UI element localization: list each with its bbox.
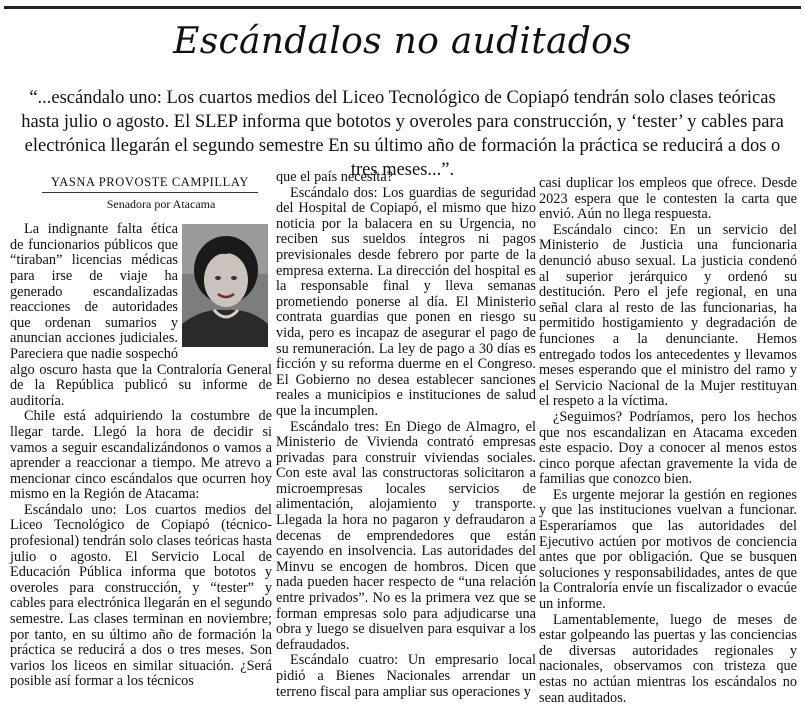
- headline: Escándalos no auditados: [173, 21, 632, 62]
- column-2: [276, 170, 536, 700]
- paragraph: [10, 222, 272, 409]
- column-3: [539, 176, 797, 706]
- portrait-illustration: [182, 224, 268, 347]
- column-1: [10, 175, 272, 690]
- paragraph-text: La indignante falta ética de funcionarios públicos que “tiraban” licencias médicas para irse de viaje ha generado escandalizadas reacciones de autoridades que ordenan sumarios y anuncian acciones judiciales. Pareciera que nadie sospechó algo oscuro hasta que la Contraloría General de la República publicó su informe de auditoría.: [10, 221, 272, 409]
- paragraph: Escándalo dos: Los guardias de seguridad del Hospital de Copiapó, el mismo que hizo noticia por la balacera en su Urgencia, no reciben sus sueldos íntegros ni pagos previsionales desde febrero por parte de la empresa externa. La dirección del hospital es la responsable final y lleva semanas prometiendo ponerse al día. El Ministerio contrata guardias que ponen en riesgo su vida, pero es incapaz de asegurar el pago de su remuneración. La ley de pago a 30 días es ficción y su reforma duerme en el Congreso. El Gobierno no desea establecer sanciones reales a municipios e instituciones de salud que la incumplen.: [276, 184, 536, 419]
- paragraph: Es urgente mejorar la gestión en regiones y que las instituciones vuelvan a funcionar. Esperaríamos que las autoridades del Ejecutivo actúen por motivos de conciencia antes que por obligación. Que se busquen soluciones y responsabilidades, antes de que la Contraloría envíe un fiscalizador o evacúe un informe.: [539, 486, 797, 613]
- top-rule: [4, 6, 801, 9]
- paragraph: Escándalo tres: En Diego de Almagro, el Ministerio de Vivienda contrató empresas privadas para construir viviendas sociales. Con este aval las constructoras solicitaron a microempresas locales servicios de alimentación, alojamiento y transporte. Llegada la hora no pagaron y defraudaron a decenas de emprendedores que están cayendo en insolvencia. Las autoridades del Minvu se encogen de hombros. Dicen que nada pueden hacer respecto de “una relación entre privados”. No es la primera vez que se forman empresas solo para adjudicarse una obra y luego se disuelven para esquivar a los defraudados.: [276, 418, 536, 653]
- author-name: YASNA PROVOSTE CAMPILLAY: [42, 175, 258, 193]
- paragraph: Escándalo cuatro: Un empresario local pidió a Bienes Nacionales arrendar un terreno fiscal para ampliar sus operaciones y: [276, 652, 536, 700]
- paragraph: ¿Seguimos? Podríamos, pero los hechos que nos escandalizan en Atacama exceden este espacio. Doy a conocer al menos estos cinco porque afectan gravemente la vida de familias que conozco bien.: [539, 408, 797, 488]
- paragraph: casi duplicar los empleos que ofrece. Desde 2023 espera que le contesten la carta que envió. Aún no llega respuesta.: [539, 175, 797, 223]
- paragraph: Lamentablemente, luego de meses de estar golpeando las puertas y las conciencias de diversas autoridades regionales y nacionales, observamos con tristeza que estas no actúan mientras los escándalos no sean auditados.: [539, 611, 797, 706]
- paragraph: Chile está adquiriendo la costumbre de llegar tarde. Llegó la hora de decidir si vamos a seguir escandalizándonos o vamos a aprender a reaccionar a tiempo. Me atrevo a mencionar cinco escándalos que ocurren hoy mismo en la Región de Atacama:: [10, 408, 272, 503]
- paragraph: Escándalo cinco: En un servicio del Ministerio de Justicia una funcionaria denunció abuso sexual. La justicia condenó al superior jerárquico y ordenó su destitución. Pero el jefe regional, en una señal clara al resto de las funcionarias, ha permitido hostigamiento y degradación de funciones a la denunciante. Hemos entregado todos los antecedentes y llevamos meses esperando que el ministro del ramo y el Servicio Nacional de la Mujer restituyan el respeto a la víctima.: [539, 221, 797, 410]
- paragraph: que el país necesita?: [276, 169, 394, 185]
- pull-quote: “...escándalo uno: Los cuartos medios del Liceo Tecnológico de Copiapó tendrán solo clases teóricas hasta julio o agosto. El SLEP informa que bototos y overoles para construcción, y ‘tester’ y cables para electrónica llegarán el segundo semestre En su último año de formación la práctica se reducirá a dos o tres meses...”.: [21, 88, 784, 180]
- author-role: Senadora por Atacama: [106, 196, 216, 211]
- author-portrait-photo: [182, 224, 268, 347]
- paragraph: Escándalo uno: Los cuartos medios del Liceo Tecnológico de Copiapó (técnico-profesional) tendrán solo clases teóricas hasta julio o agosto. El Servicio Local de Educación Pública informa que bototos y overoles para construcción, y “tester” y cables para electrónica llegarán en el segundo semestre. Las clases terminan en noviembre; por tanto, en su último año de formación la práctica se reducirá a dos o tres meses. Son varios los liceos en similar situación. ¿Será posible así formar a los técnicos: [10, 501, 272, 690]
